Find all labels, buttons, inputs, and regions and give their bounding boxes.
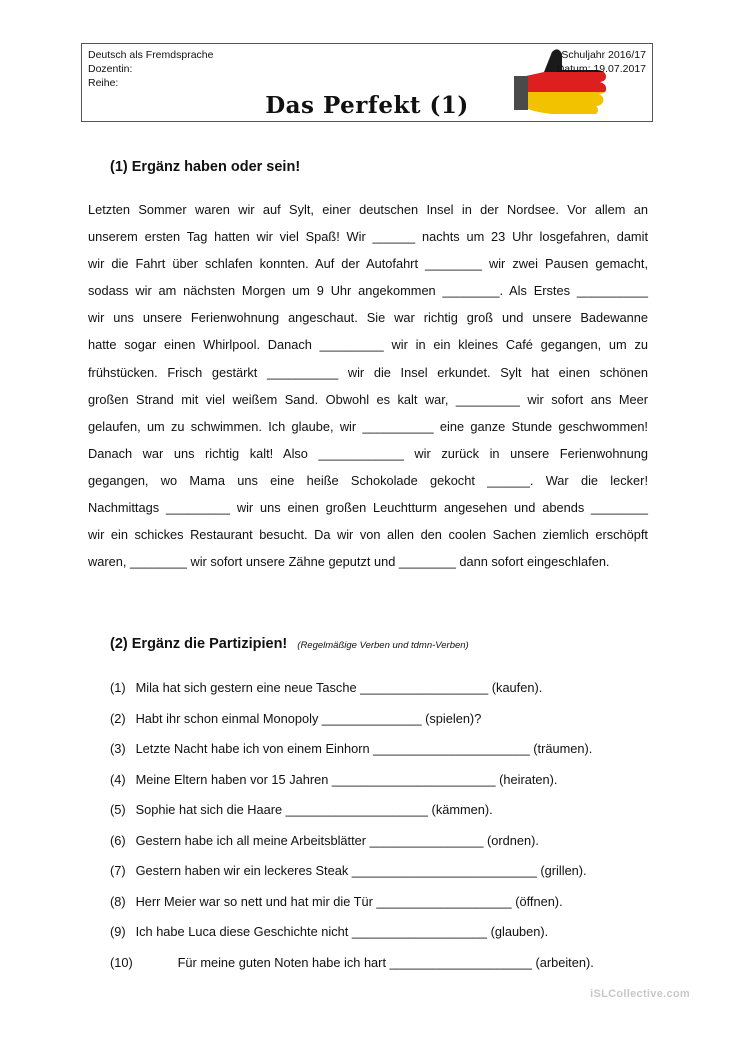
- text-line: wir ein schickes Restaurant besucht. Da wir von allen den coolen Sachen ziemlich erschöpft: [88, 527, 648, 543]
- text-line: unserem ersten Tag hatten wir viel Spaß! Wir ______ nachts um 23 Uhr losgefahren, damit: [88, 229, 648, 245]
- lecturer-label: Dozentin:: [88, 63, 133, 75]
- exercise-1-text: [88, 196, 648, 575]
- text-line: gelaufen, um zu schwimmen. Ich glaube, wir __________ eine ganze Stunde geschwommen!: [88, 418, 648, 434]
- school-year: Schuljahr 2016/17: [561, 49, 646, 61]
- list-item: [110, 917, 650, 948]
- item-text: Herr Meier war so nett und hat mir die Tür ___________________ (öffnen).: [135, 893, 563, 909]
- header-right-info: [557, 48, 646, 76]
- section-2-title: (2) Ergänz die Partizipien!: [110, 636, 288, 652]
- item-number: (5): [110, 802, 126, 817]
- list-item: [110, 856, 650, 887]
- list-item: [110, 826, 650, 857]
- item-number: (4): [110, 771, 126, 787]
- list-item: [110, 673, 650, 704]
- item-number: (7): [110, 863, 126, 878]
- item-text: Für meine guten Noten habe ich hart ____________________ (arbeiten).: [177, 954, 594, 970]
- item-number: (10): [110, 954, 133, 970]
- item-text: Ich habe Luca diese Geschichte nicht ___________________ (glauben).: [135, 924, 549, 939]
- text-line: gegangen, wo Mama uns eine heiße Schokolade gekocht ______. War die lecker!: [88, 472, 648, 488]
- item-text: Meine Eltern haben vor 15 Jahren _______________________ (heiraten).: [135, 771, 558, 787]
- item-text: Gestern haben wir ein leckeres Steak __________________________ (grillen).: [135, 863, 587, 878]
- item-number: (2): [110, 710, 126, 726]
- text-line: wir uns unsere Ferienwohnung angeschaut. Sie war richtig groß und unsere Badewanne: [88, 310, 648, 326]
- item-text: Letzte Nacht habe ich von einem Einhorn ______________________ (träumen).: [135, 741, 593, 756]
- text-line: Letzten Sommer waren wir auf Sylt, einer deutschen Insel in der Nordsee. Vor allem an: [88, 202, 648, 217]
- list-item: [110, 948, 650, 979]
- exercise-2-list: [110, 673, 650, 978]
- list-item: [110, 795, 650, 826]
- text-line: frühstücken. Frisch gestärkt __________ wir die Insel erkundet. Sylt hat einen schönen: [88, 364, 648, 380]
- item-number: (8): [110, 893, 126, 909]
- header-left-info: [88, 48, 213, 90]
- item-number: (1): [110, 680, 126, 695]
- text-line: Nachmittags _________ wir uns einen großen Leuchtturm angesehen und abends ________: [88, 500, 648, 516]
- section-2-heading: [110, 636, 469, 652]
- item-number: (3): [110, 741, 126, 756]
- item-number: (9): [110, 924, 126, 939]
- section-2-note: (Regelmäßige Verben und tdmn-Verben): [297, 640, 469, 651]
- worksheet-header: [81, 43, 653, 122]
- text-line: Danach war uns richtig kalt! Also ____________ wir zurück in unsere Ferienwohnung: [88, 445, 648, 461]
- text-line: waren, ________ wir sofort unsere Zähne geputzt und ________ dann sofort eingeschlafen.: [88, 554, 610, 570]
- item-text: Mila hat sich gestern eine neue Tasche __________________ (kaufen).: [135, 680, 543, 695]
- section-1-heading: (1) Ergänz haben oder sein!: [110, 159, 301, 175]
- item-number: (6): [110, 832, 126, 848]
- item-text: Habt ihr schon einmal Monopoly ______________ (spielen)?: [135, 710, 482, 726]
- text-line: großen Strand mit viel weißem Sand. Obwohl es kalt war, _________ wir sofort ans Meer: [88, 391, 648, 407]
- text-line: hatte sogar einen Whirlpool. Danach _________ wir in ein kleines Café gegangen, um zu: [88, 337, 648, 353]
- watermark: iSLCollective.com: [590, 988, 690, 1000]
- text-line: sodass wir am nächsten Morgen um 9 Uhr angekommen ________. Als Erstes __________: [88, 283, 648, 299]
- list-item: [110, 734, 650, 765]
- page-title: Das Perfekt (1): [265, 92, 469, 119]
- date: Datum: 19.07.2017: [556, 63, 646, 75]
- list-item: [110, 704, 650, 735]
- list-item: [110, 765, 650, 796]
- course-label: Deutsch als Fremdsprache: [88, 49, 214, 61]
- list-item: [110, 887, 650, 918]
- item-text: Sophie hat sich die Haare ____________________ (kämmen).: [135, 802, 493, 817]
- text-line: wir die Fahrt über schlafen konnten. Auf der Autofahrt ________ wir zwei Pausen gemacht,: [88, 256, 648, 272]
- series-label: Reihe:: [88, 77, 119, 89]
- item-text: Gestern habe ich all meine Arbeitsblätter ________________ (ordnen).: [135, 832, 539, 848]
